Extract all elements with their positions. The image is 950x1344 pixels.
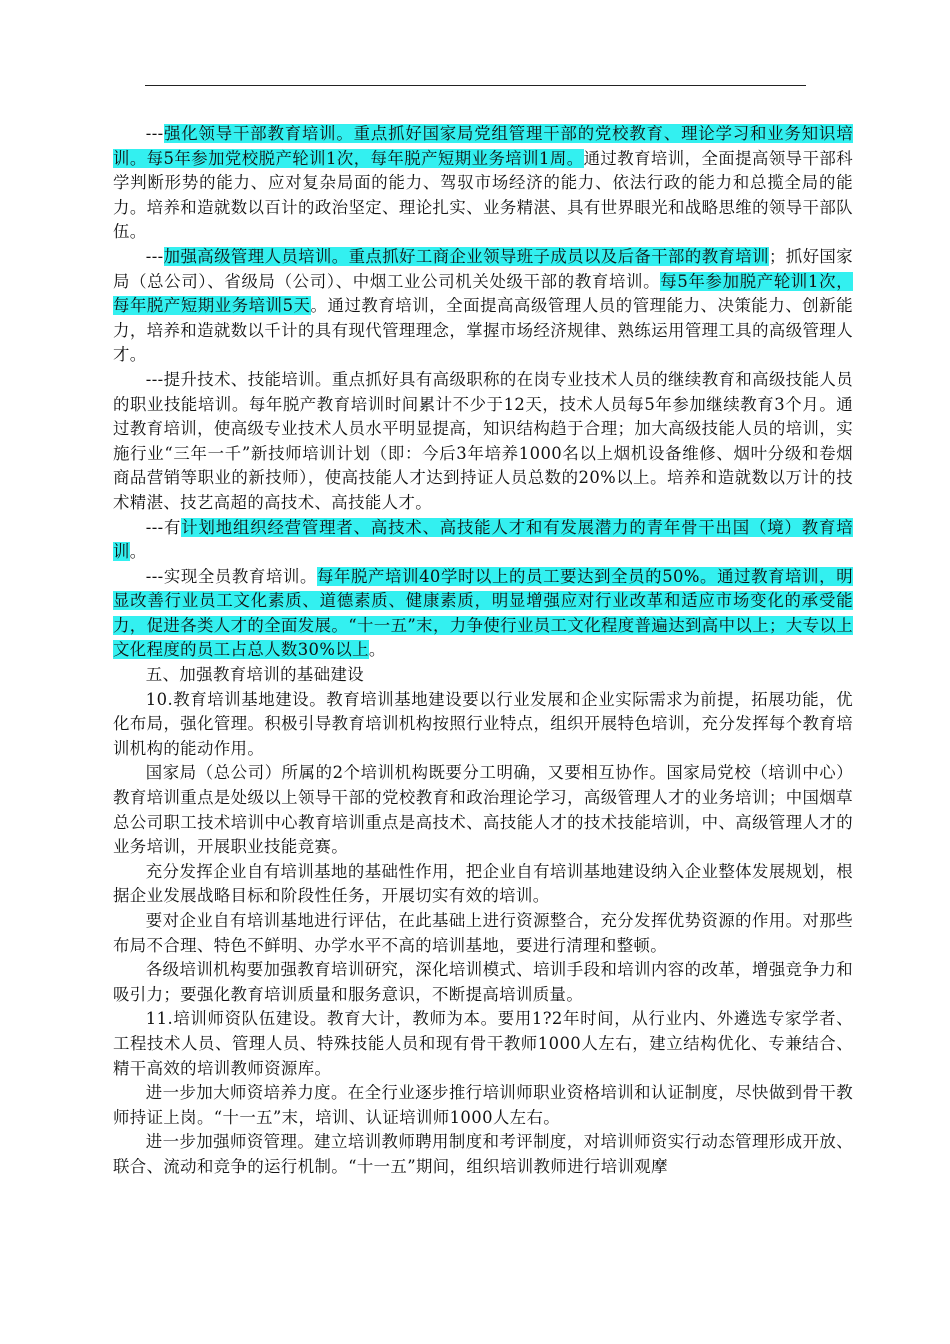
text-segment: ---提升技术、技能培训。重点抓好具有高级职称的在岗专业技术人员的继续教育和高级技能人员的职业技能培训。每年脱产教育培训时间累计不少于12天，技术人员每5年参加继续教育3个月。通过教育培训，使高级专业技术人员水平明显提高，知识结构趋于合理；加大高级技能人员的培训，实施行业“三年一千”新技师培训计划（即：今后3年培养1000名以上烟机设备维修、烟叶分级和卷烟商品营销等职业的新技师），使高技能人才达到持证人员总数的20%以上。培养和造就数以万计的技术精湛、技艺高超的高技术、高技能人才。 <box>113 369 853 512</box>
text-segment: --- <box>145 246 164 266</box>
text-segment: 。 <box>368 640 386 660</box>
text-segment: 通过教育培训，全面提高领导干部科学判断形势的能力、应对复杂局面的能力、驾驭市场经济的能力、依法行政的能力和总揽全局的能力。培养和造就数以百计的政治坚定、理论扎实、业务精湛、具有世界眼光和战略思维的领导干部队伍。 <box>113 148 853 242</box>
text-segment: 。通过教育培训，全面提高高级管理人员的管理能力、决策能力、创新能力，培养和造就数以千计的具有现代管理理念，掌握市场经济规律、熟练运用管理工具的高级管理人才。 <box>113 296 853 365</box>
paragraph <box>113 1007 853 1081</box>
text-segment: 各级培训机构要加强教育培训研究，深化培训模式、培训手段和培训内容的改革，增强竞争力和吸引力；要强化教育培训质量和服务意识，不断提高培训质量。 <box>113 960 853 1004</box>
text-segment: 国家局（总公司）所属的2个培训机构既要分工明确，又要相互协作。国家局党校（培训中心）教育培训重点是处级以上领导干部的党校教育和政治理论学习，高级管理人才的业务培训；中国烟草总公司职工技术培训中心教育培训重点是高技术、高技能人才的技术技能培训，中、高级管理人才的业务培训，开展职业技能竞赛。 <box>113 763 853 857</box>
text-segment: 五、加强教育培训的基础建设 <box>145 665 365 685</box>
text-segment: ；抓好国家局（总公司）、省级局（公司）、中烟工业公司机关处级干部的教育培训。 <box>113 246 853 291</box>
text-segment: 11.培训师资队伍建设。教育大计，教师为本。要用1?2年时间，从行业内、外遴选专家学者、工程技术人员、管理人员、特殊技能人员和现有骨干教师1000人左右，建立结构优化、专兼结合、精干高效的培训教师资源库。 <box>113 1009 853 1078</box>
paragraph <box>113 122 853 245</box>
paragraph <box>113 958 853 1007</box>
text-segment: 要对企业自有培训基地进行评估，在此基础上进行资源整合，充分发挥优势资源的作用。对那些布局不合理、特色不鲜明、办学水平不高的培训基地，要进行清理和整顿。 <box>113 911 853 955</box>
highlighted-text: 强化领导干部教育培训。重点抓好国家局党组管理干部的党校教育、理论学习和业务知识培训。每5年参加党校脱产轮训1次，每年脱产短期业务培训1周。 <box>113 124 853 168</box>
paragraph <box>113 368 853 516</box>
paragraph <box>113 1081 853 1130</box>
paragraph <box>113 663 853 688</box>
highlighted-text: 每年脱产培训40学时以上的员工要达到全员的50%。通过教育培训，明显改善行业员工文化素质、道德素质、健康素质，明显增强应对行业改革和适应市场变化的承受能力，促进各类人才的全面发展。“十一五”末，力争使行业员工文化程度普遍达到高中以上；大专以上文化程度的员工占总人数30%以上 <box>113 566 853 660</box>
text-segment: 进一步加大师资培养力度。在全行业逐步推行培训师职业资格培训和认证制度，尽快做到骨干教师持证上岗。“十一五”末，培训、认证培训师1000人左右。 <box>113 1083 853 1127</box>
paragraph <box>113 761 853 859</box>
text-segment: 进一步加强师资管理。建立培训教师聘用制度和考评制度，对培训师资实行动态管理形成开放、联合、流动和竞争的运行机制。“十一五”期间，组织培训教师进行培训观摩 <box>113 1132 853 1176</box>
paragraph <box>113 516 853 565</box>
header-rule <box>145 85 806 86</box>
paragraph <box>113 688 853 762</box>
paragraph <box>113 909 853 958</box>
paragraph <box>113 1130 853 1179</box>
text-segment: ---实现全员教育培训。 <box>145 566 317 586</box>
text-segment: 充分发挥企业自有培训基地的基础性作用，把企业自有培训基地建设纳入企业整体发展规划，根据企业发展战略目标和阶段性任务，开展切实有效的培训。 <box>113 861 853 906</box>
text-segment: 。 <box>129 542 147 562</box>
paragraph <box>113 860 853 909</box>
paragraph <box>113 565 853 663</box>
highlighted-text: 每5年参加脱产轮训1次，每年脱产短期业务培训5天 <box>113 271 853 316</box>
highlighted-text: 加强高级管理人员培训。重点抓好工商企业领导班子成员以及后备干部的教育培训 <box>163 246 769 266</box>
highlighted-text: 计划地组织经营管理者、高技术、高技能人才和有发展潜力的青年骨干出国（境）教育培训 <box>113 517 853 562</box>
text-segment: 10.教育培训基地建设。教育培训基地建设要以行业发展和企业实际需求为前提，拓展功能，优化布局，强化管理。积极引导教育培训机构按照行业特点，组织开展特色培训，充分发挥每个教育培训机构的能动作用。 <box>113 689 853 758</box>
paragraph <box>113 245 853 368</box>
text-segment: --- <box>145 124 164 143</box>
document-body <box>113 122 853 1180</box>
text-segment: ---有 <box>145 517 182 537</box>
